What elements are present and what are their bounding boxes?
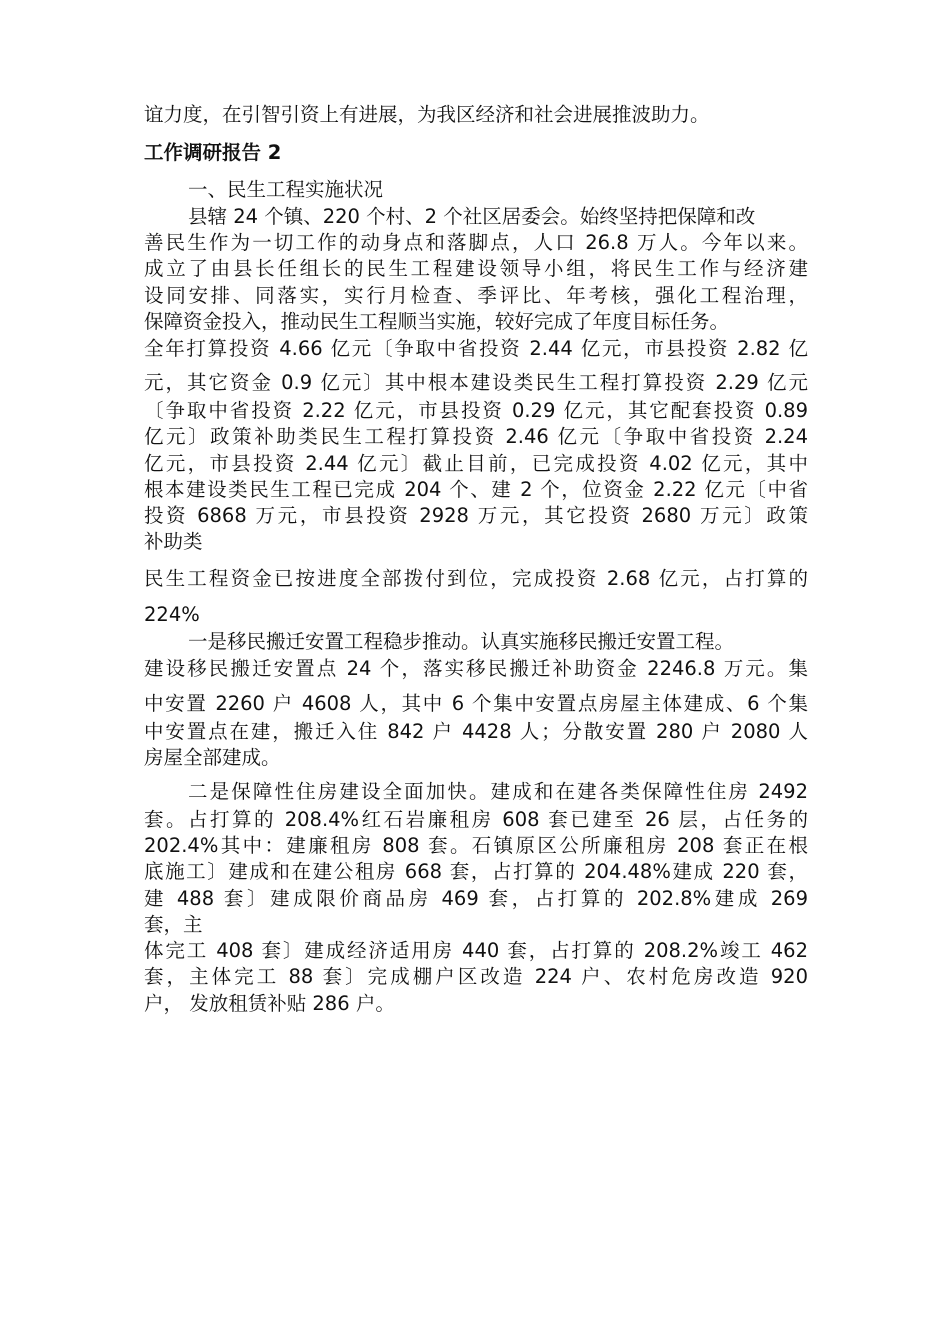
paragraph-line: 二是保障性住房建设全面加快。建成和在建各类保障性住房 2492 [188, 780, 808, 803]
paragraph-line: 体完工 408 套〕建成经济适用房 440 套，占打算的 208.2%竣工 462 [144, 939, 808, 962]
paragraph-line: 224% [144, 603, 200, 626]
paragraph-line: 一是移民搬迁安置工程稳步推动。认真实施移民搬迁安置工程。 [188, 630, 735, 653]
paragraph-line: 投资 6868 万元，市县投资 2928 万元，其它投资 2680 万元〕政策 [144, 504, 808, 527]
paragraph-line: 补助类 [144, 530, 203, 553]
paragraph-line: 〔争取中省投资 2.22 亿元，市县投资 0.29 亿元，其它配套投资 0.89 [144, 399, 808, 422]
paragraph-line: 民生工程资金已按进度全部拨付到位，完成投资 2.68 亿元，占打算的 [144, 567, 808, 590]
paragraph-line: 底施工〕建成和在建公租房 668 套，占打算的 204.48%建成 220 套， [144, 860, 808, 883]
paragraph-line: 户， 发放租赁补贴 286 户。 [144, 992, 395, 1015]
paragraph-line: 中安置 2260 户 4608 人，其中 6 个集中安置点房屋主体建成、6 个集 [144, 692, 808, 715]
paragraph-line: 亿元，市县投资 2.44 亿元〕截止目前，已完成投资 4.02 亿元，其中 [144, 452, 808, 475]
paragraph-line: 县辖 24 个镇、220 个村、2 个社区居委会。始终坚持把保障和改 [188, 205, 756, 228]
paragraph-line: 房屋全部建成。 [144, 746, 281, 769]
paragraph-line: 全年打算投资 4.66 亿元〔争取中省投资 2.44 亿元，市县投资 2.82 亿 [144, 337, 808, 360]
paragraph-line: 亿元〕政策补助类民生工程打算投资 2.46 亿元〔争取中省投资 2.24 [144, 425, 808, 448]
paragraph-line: 套，主体完工 88 套〕完成棚户区改造 224 户、农村危房改造 920 [144, 965, 808, 988]
paragraph-line: 建设移民搬迁安置点 24 个，落实移民搬迁补助资金 2246.8 万元。集 [144, 657, 808, 680]
paragraph-line: 套，主 [144, 913, 203, 936]
paragraph-line: 保障资金投入，推动民生工程顺当实施，较好完成了年度目标任务。 [144, 310, 730, 333]
paragraph-line: 善民生作为一切工作的动身点和落脚点，人口 26.8 万人。今年以来。 [144, 231, 808, 254]
subsection-heading: 一、民生工程实施状况 [188, 178, 384, 201]
paragraph-line: 建 488 套〕建成限价商品房 469 套，占打算的 202.8%建成 269 [144, 887, 808, 910]
paragraph-line: 设同安排、同落实，实行月检查、季评比、年考核，强化工程治理， [144, 284, 808, 307]
paragraph-line: 元，其它资金 0.9 亿元〕其中根本建设类民生工程打算投资 2.29 亿元 [144, 371, 808, 394]
section-heading: 工作调研报告 2 [144, 141, 282, 164]
paragraph-line: 谊力度，在引智引资上有进展，为我区经济和社会进展推波助力。 [144, 103, 710, 126]
paragraph-line: 202.4%其中：建廉租房 808 套。石镇原区公所廉租房 208 套正在根 [144, 834, 808, 857]
paragraph-line: 套。占打算的 208.4%红石岩廉租房 608 套已建至 26 层，占任务的 [144, 808, 808, 831]
paragraph-line: 根本建设类民生工程已完成 204 个、建 2 个，位资金 2.22 亿元〔中省 [144, 478, 808, 501]
paragraph-line: 中安置点在建，搬迁入住 842 户 4428 人；分散安置 280 户 2080 人 [144, 720, 808, 743]
paragraph-line: 成立了由县长任组长的民生工程建设领导小组，将民生工作与经济建 [144, 257, 808, 280]
